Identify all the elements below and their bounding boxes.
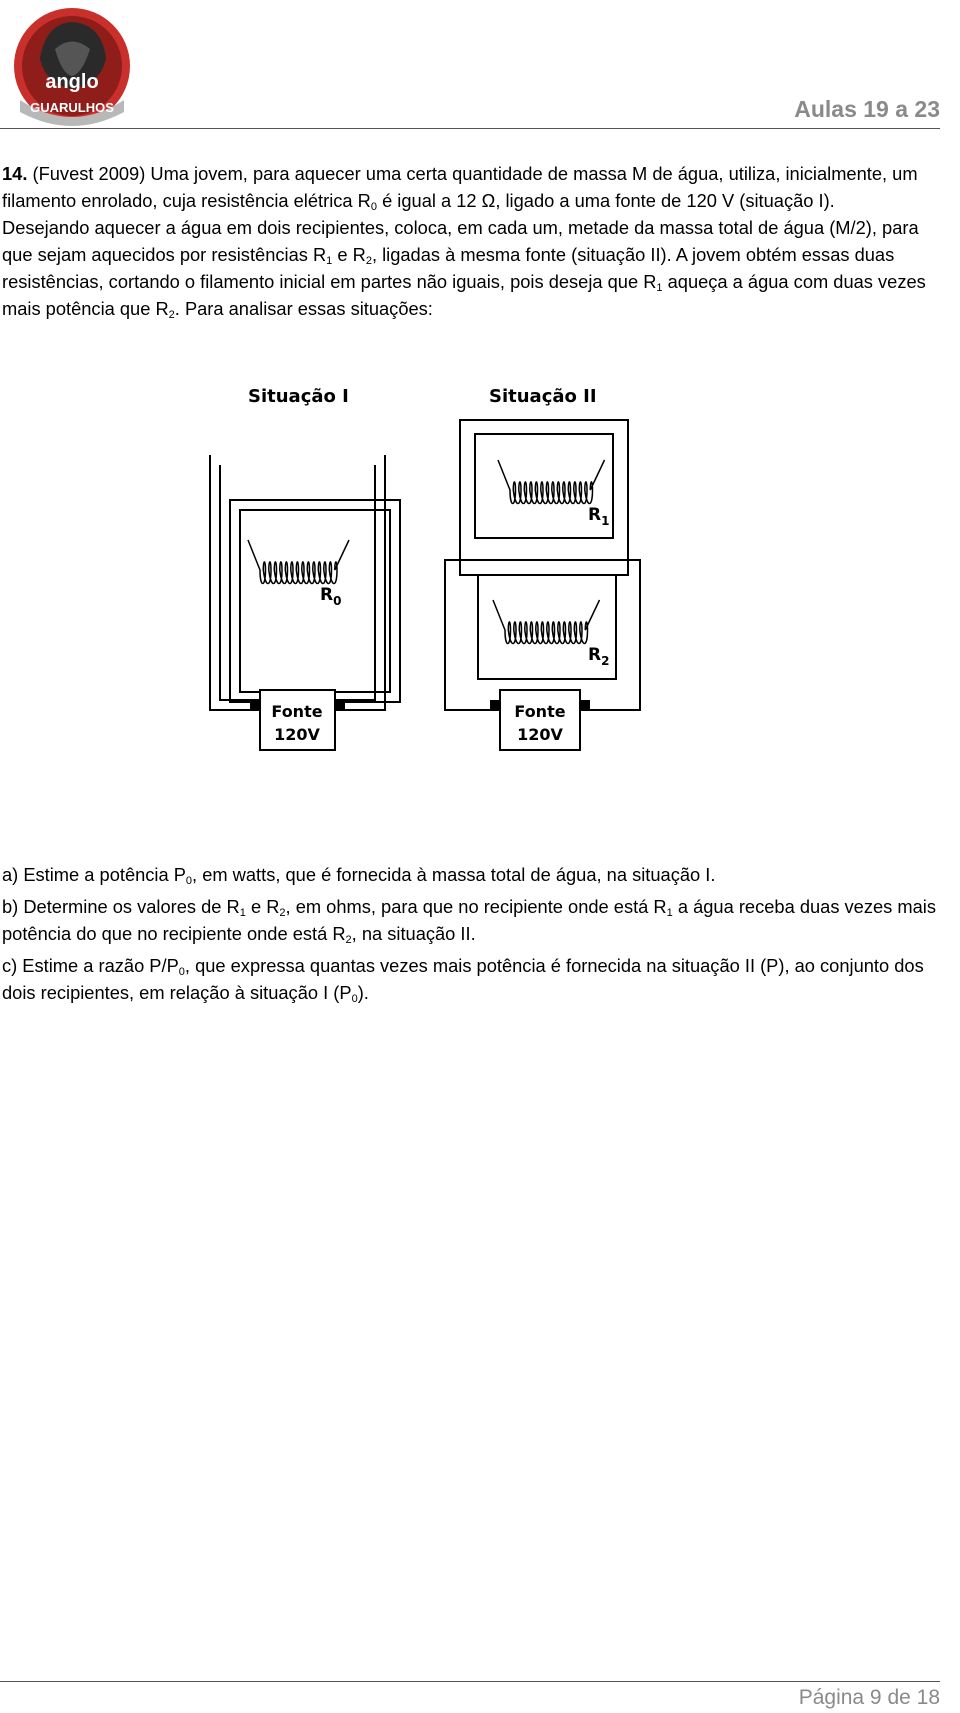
wire-r1-loop — [460, 420, 628, 575]
situation-1-title: Situação I — [248, 386, 349, 407]
source-1-label-line2: 120V — [274, 725, 320, 744]
terminal-2-left — [490, 700, 500, 710]
source-2-label-line2: 120V — [517, 725, 563, 744]
header-title: Aulas 19 a 23 — [794, 96, 940, 122]
item-b: b) Determine os valores de $R_1$ e $R_2$, em ohms, para que no recipiente onde está $R_1$ a água receba duas vezes mais potência do que no recipiente onde está $R_2$, na situação II. — [2, 896, 936, 946]
page-number: Página 9 de 18 — [798, 1686, 940, 1709]
logo-text-top: anglo — [45, 71, 99, 93]
item-c: c) Estime a razão $P/P_0$, que expressa quantas vezes mais potência é fornecida na situação II (P), ao conjunto dos dois recipientes, em relação à situação I $(P_0)$. — [2, 955, 924, 1005]
circuit-diagram — [210, 386, 710, 820]
question-text — [2, 160, 942, 322]
container-r0-inner — [240, 510, 390, 692]
logo-text-bottom: GUARULHOS — [30, 100, 114, 115]
anglo-guarulhos-logo — [10, 4, 134, 128]
question-items — [2, 861, 942, 1006]
situation-2-circuit — [445, 420, 640, 750]
source-1-label-line1: Fonte — [271, 702, 323, 721]
footer-divider — [0, 1681, 940, 1682]
header-divider — [0, 128, 940, 129]
question-paragraph-1: 14. (Fuvest 2009) Uma jovem, para aquecer uma certa quantidade de massa M de água, utiliza, inicialmente, um filamento enrolado, cuja resistência elétrica $R_0$ é igual a 12 Ω, ligado a uma fonte de 120 V (situação I). — [2, 163, 918, 213]
question-paragraph-2: Desejando aquecer a água em dois recipientes, coloca, em cada um, metade da massa total de água (M/2), para que sejam aquecidos por resistências $R_1$ e $R_2$, ligadas à mesma fonte (situação II). A jovem obtém essas duas resistências, cortando o filamento inicial em partes não iguais, pois deseja que $R_1$ aqueça a água com duas vezes mais potência que $R_2$. Para analisar essas situações: — [2, 217, 926, 321]
coil-r2 — [493, 600, 600, 644]
terminal-2-right — [580, 700, 590, 710]
r0-label: $R_0$ — [320, 585, 342, 608]
r1-label: $R_1$ — [588, 505, 610, 528]
terminal-1-left — [250, 700, 260, 710]
situation-2-title: Situação II — [489, 386, 597, 407]
coil-r0 — [248, 540, 349, 584]
question-number: 14. — [2, 163, 28, 184]
terminal-1-right — [335, 700, 345, 710]
coil-r1 — [498, 460, 605, 504]
item-a: a) Estime a potência $P_0$, em watts, que é fornecida à massa total de água, na situação I. — [2, 864, 716, 887]
r2-label: $R_2$ — [588, 645, 610, 668]
source-2-label-line1: Fonte — [514, 702, 566, 721]
